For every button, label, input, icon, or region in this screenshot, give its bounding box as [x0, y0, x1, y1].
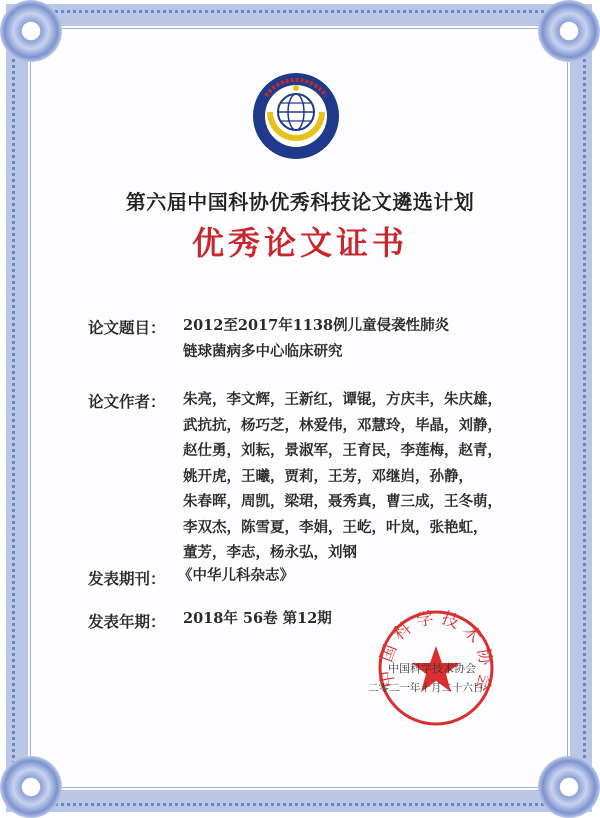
authors-label: 论文作者：	[88, 392, 166, 411]
authors-line: 朱春晖，周凯，梁珺，聂秀真，曹三成，王冬萌，	[183, 493, 502, 510]
paper-title-line: 链球菌病多中心临床研究	[183, 342, 343, 360]
corner-ornament	[0, 756, 62, 818]
authors-line: 董芳，李志，杨永弘，刘钢	[183, 544, 357, 561]
journal-label: 发表期刊：	[88, 569, 166, 588]
issue-date: 二零二一年十月二十六日	[368, 682, 484, 694]
cast-emblem-logo	[252, 72, 340, 160]
program-title: 第六届中国科协优秀科技论文遴选计划	[125, 190, 475, 214]
authors-line: 李双杰，陈雪夏，李娟，王屹，叶岚，张艳虹，	[183, 518, 488, 536]
certificate-title: 优秀论文证书	[191, 224, 408, 262]
corner-ornament	[538, 0, 600, 62]
paper-title-line: 2012至2017年1138例儿童侵袭性肺炎	[183, 317, 450, 334]
authors-list	[183, 387, 502, 566]
authors-line: 武抗抗，杨巧芝，林爱伟，邓慧玲，毕晶，刘静，	[183, 416, 502, 434]
authors-line: 朱亮，李文辉，王新红，谭锟，方庆丰，朱庆雄，	[183, 391, 502, 408]
corner-ornament	[538, 756, 600, 818]
issue-value: 2018年 56卷 第12期	[183, 610, 332, 627]
authors-line: 姚开虎，王曦，贾莉，王芳，邓继岿，孙静，	[183, 467, 473, 485]
paper-title	[183, 313, 449, 364]
journal-name: 《中华儿科杂志》	[178, 567, 294, 584]
corner-ornament	[0, 0, 62, 62]
paper-title-label: 论文题目：	[88, 318, 166, 337]
issue-label: 发表年期：	[88, 612, 166, 631]
seal-text: 中国科学技术协会	[376, 608, 496, 700]
issuer-name: 中国科学技术协会	[388, 662, 476, 675]
authors-line: 赵仕勇，刘耘，景淑军，王育民，李莲梅，赵青，	[183, 442, 502, 459]
